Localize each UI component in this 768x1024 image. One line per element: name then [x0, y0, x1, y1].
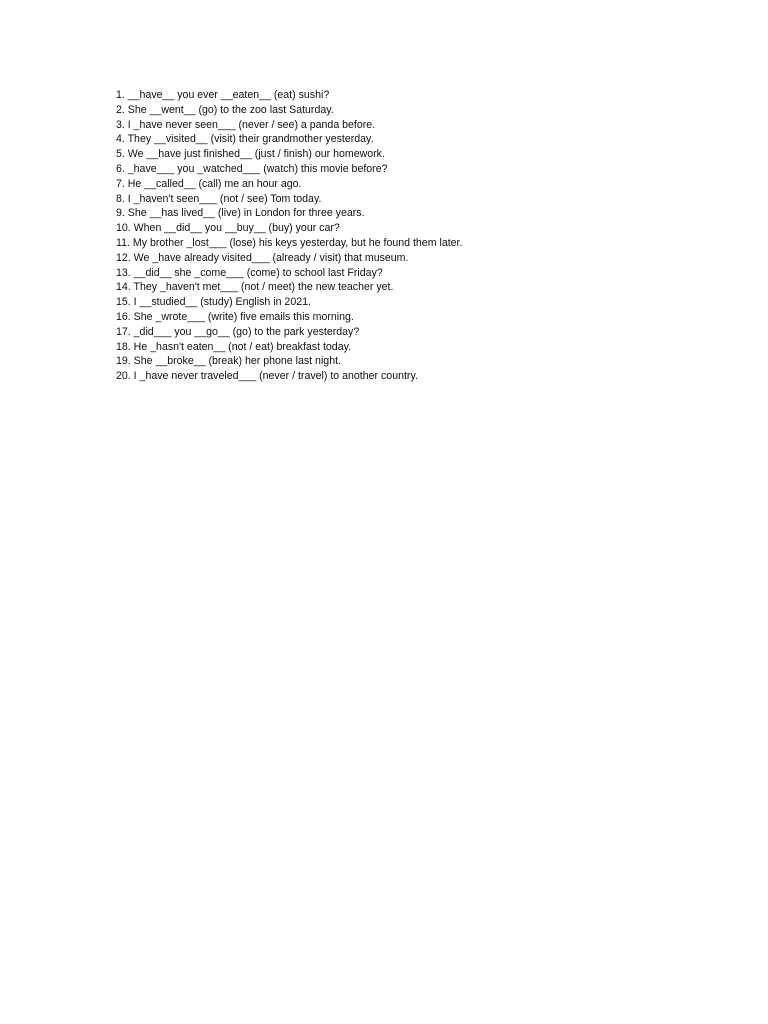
exercise-sentence-15: 15. I __studied__ (study) English in 2021.: [116, 296, 311, 309]
exercise-sentence-18: 18. He _hasn't eaten__ (not / eat) breakfast today.: [116, 340, 352, 353]
exercise-sentence-19: 19. She __broke__ (break) her phone last night.: [116, 355, 341, 368]
exercise-sentence-13: 13. __did__ she _come___ (come) to school last Friday?: [116, 266, 383, 279]
exercise-sentence-6: 6. _have___ you _watched___ (watch) this movie before?: [116, 162, 388, 175]
exercise-sentence-11: 11. My brother _lost___ (lose) his keys yesterday, but he found them later.: [116, 236, 463, 249]
exercise-sentence-4: 4. They __visited__ (visit) their grandmother yesterday.: [116, 133, 374, 146]
exercise-sentence-16: 16. She _wrote___ (write) five emails this morning.: [116, 310, 354, 323]
exercise-sentence-14: 14. They _haven't met___ (not / meet) the new teacher yet.: [116, 281, 394, 294]
exercise-sentence-1: 1. __have__ you ever __eaten__ (eat) sushi?: [116, 89, 330, 101]
exercise-sentence-10: 10. When __did__ you __buy__ (buy) your car?: [116, 222, 340, 235]
exercise-sentence-9: 9. She __has lived__ (live) in London for three years.: [116, 207, 365, 220]
exercise-sentence-20: 20. I _have never traveled___ (never / travel) to another country.: [116, 370, 418, 383]
exercise-sentence-7: 7. He __called__ (call) me an hour ago.: [116, 177, 302, 190]
exercise-sentence-17: 17. _did___ you __go__ (go) to the park yesterday?: [116, 325, 360, 338]
exercise-sentence-2: 2. She __went__ (go) to the zoo last Saturday.: [116, 103, 334, 116]
exercise-sentence-8: 8. I _haven't seen___ (not / see) Tom today.: [116, 192, 322, 205]
exercise-sentence-12: 12. We _have already visited___ (already / visit) that museum.: [116, 251, 409, 264]
exercise-sentence-3: 3. I _have never seen___ (never / see) a panda before.: [116, 118, 376, 131]
exercise-sentence-5: 5. We __have just finished__ (just / finish) our homework.: [116, 148, 385, 161]
exercise-list: [116, 88, 462, 384]
